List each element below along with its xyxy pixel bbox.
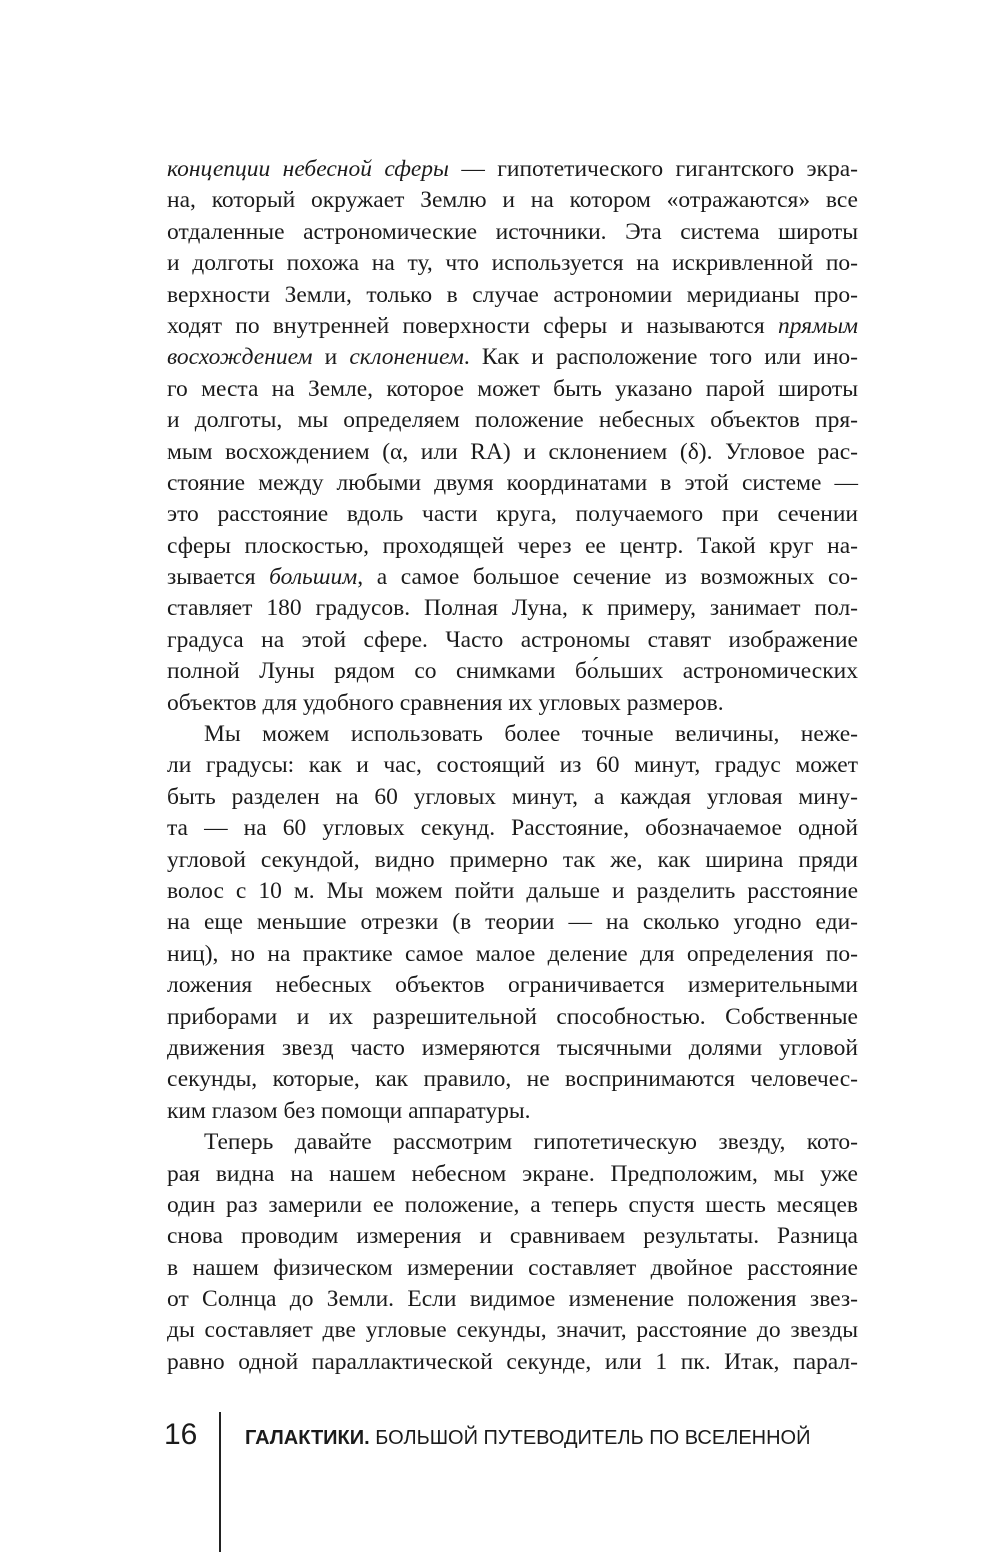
- text-line: в нашем физическом измерении составляет двойное расстояние: [167, 1254, 858, 1281]
- body-text: [167, 154, 858, 1378]
- italic-text: концепции небесной сферы: [167, 156, 449, 182]
- italic-text: прямым: [777, 312, 858, 339]
- text-line: на еще меньшие отрезки (в теории — на сколько угодно еди-: [167, 909, 858, 936]
- paragraph: [167, 1127, 858, 1378]
- text-line: секунды, которые, как правило, не воспринимаются человечес-: [167, 1066, 858, 1093]
- text-line: отдаленные астрономические источники. Эта система широты: [167, 218, 858, 245]
- text-line: угловой секундой, видно примерно так же, как ширина пряди: [167, 846, 858, 873]
- text-line: градуса на этой сфере. Часто астрономы ставят изображение: [167, 626, 858, 653]
- text-line: равно одной параллактической секунде, или 1 пк. Итак, парал-: [167, 1348, 858, 1375]
- text-line: [167, 562, 858, 593]
- text-line: та — на 60 угловых секунд. Расстояние, обозначаемое одной: [167, 815, 858, 842]
- italic-text: большим: [269, 564, 358, 591]
- text-line: быть разделен на 60 угловых минут, а каждая угловая мину-: [167, 783, 858, 810]
- text-span: , а самое большое сечение из возможных со-: [357, 564, 859, 591]
- text-line: ли градусы: как и час, состоящий из 60 минут, градус может: [167, 752, 858, 779]
- text-line: сферы плоскостью, проходящей через ее центр. Такой круг на-: [167, 532, 858, 559]
- text-line: движения звезд часто измеряются тысячными долями угловой: [167, 1034, 858, 1061]
- text-line: [167, 154, 858, 185]
- italic-text: склонением: [349, 344, 464, 371]
- page-number: 16: [164, 1418, 198, 1451]
- text-line: ниц), но на практике самое малое деление для определения по-: [167, 940, 858, 967]
- text-line: приборами и их разрешительной способностью. Собственные: [167, 1003, 858, 1030]
- text-line: волос с 10 м. Мы можем пойти дальше и разделить расстояние: [167, 877, 858, 904]
- text-line: [167, 311, 858, 342]
- text-span: . Как и расположение того или ино-: [463, 344, 859, 371]
- text-line: стояние между любыми двумя координатами в этой системе —: [167, 469, 858, 496]
- text-line: верхности Земли, только в случае астрономии меридианы про-: [167, 281, 858, 308]
- text-line: на, который окружает Землю и на котором «отражаются» все: [167, 187, 858, 214]
- text-line: ды составляет две угловые секунды, значит, расстояние до звезды: [167, 1317, 858, 1344]
- italic-text: восхождением: [167, 344, 313, 371]
- text-span: зывается: [167, 564, 270, 591]
- text-line: объектов для удобного сравнения их угловых размеров.: [167, 689, 724, 716]
- text-line: один раз замерили ее положение, а теперь спустя шесть месяцев: [167, 1191, 858, 1218]
- text-line: полной Луны рядом со снимками бо́льших астрономических: [167, 658, 858, 685]
- book-subtitle: БОЛЬШОЙ ПУТЕВОДИТЕЛЬ ПО ВСЕЛЕННОЙ: [369, 1427, 811, 1449]
- text-line: и долготы похожа на ту, что используется на искривленной по-: [167, 250, 858, 277]
- text-line: [167, 342, 858, 373]
- text-line: это расстояние вдоль части круга, получаемого при сечении: [167, 501, 858, 528]
- text-span: и: [312, 344, 350, 371]
- paragraph: [167, 154, 858, 719]
- text-line: мым восхождением (α, или RA) и склонением (δ). Угловое рас-: [167, 438, 858, 465]
- text-line: Мы можем использовать более точные величины, неже-: [204, 721, 858, 748]
- text-line: Теперь давайте рассмотрим гипотетическую звезду, кото-: [204, 1129, 858, 1156]
- text-span: — гипотетического гигантского экра-: [448, 156, 858, 182]
- text-line: ложения небесных объектов ограничивается измерительными: [167, 972, 858, 999]
- text-line: ким глазом без помощи аппаратуры.: [167, 1097, 531, 1124]
- text-line: от Солнца до Земли. Если видимое изменение положения звез-: [167, 1286, 858, 1313]
- text-line: рая видна на нашем небесном экране. Предположим, мы уже: [167, 1160, 858, 1187]
- paragraph: [167, 719, 858, 1127]
- text-line: и долготы, мы определяем положение небесных объектов пря-: [167, 407, 858, 434]
- text-line: го места на Земле, которое может быть указано парой широты: [167, 375, 858, 402]
- text-span: ходят по внутренней поверхности сферы и называются: [167, 312, 778, 339]
- footer-divider: [219, 1412, 221, 1552]
- text-line: ставляет 180 градусов. Полная Луна, к примеру, занимает пол-: [167, 595, 858, 622]
- text-line: снова проводим измерения и сравниваем результаты. Разница: [167, 1223, 858, 1250]
- book-title: ГАЛАКТИКИ.: [245, 1427, 370, 1449]
- running-title: [245, 1428, 811, 1448]
